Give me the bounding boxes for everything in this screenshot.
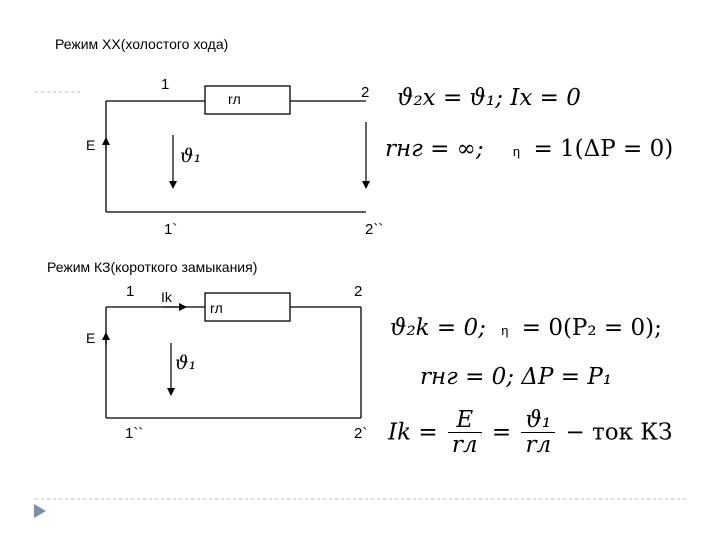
short-current-label: Ik xyxy=(161,289,172,305)
short-voltage-label: ϑ₁ xyxy=(175,352,197,374)
short-fraction-1 xyxy=(448,408,482,457)
short-node-2: 2 xyxy=(354,283,363,300)
short-formula-1-right: = 0(P₂ = 0); xyxy=(521,315,662,341)
short-equals: = xyxy=(491,419,512,446)
noload-eta-symbol: η xyxy=(512,144,521,159)
short-fraction-2-den: rл xyxy=(525,432,552,458)
short-fraction-1-num: E xyxy=(448,408,482,433)
noload-node-2p: 2`` xyxy=(365,221,384,238)
noload-voltage-label: ϑ₁ xyxy=(180,145,202,167)
next-slide-arrow-icon[interactable] xyxy=(33,503,47,519)
noload-source-label: E xyxy=(86,137,96,153)
short-ik-label: Ik = xyxy=(388,419,438,446)
noload-resistor xyxy=(205,86,290,114)
short-resistor-label: rл xyxy=(210,300,223,316)
short-circuit xyxy=(106,293,361,418)
noload-formula-2 xyxy=(385,136,673,162)
short-fraction-2-num: ϑ₁ xyxy=(521,408,555,433)
short-formula-2: rнг = 0; ΔP = P₁ xyxy=(420,364,613,390)
noload-formula-2-right: = 1(ΔP = 0) xyxy=(533,136,674,162)
noload-formula-1: ϑ₂x = ϑ₁; Ix = 0 xyxy=(397,85,581,111)
noload-node-1: 1 xyxy=(161,76,170,93)
noload-resistor-label: rл xyxy=(228,91,241,107)
short-source-label: E xyxy=(86,330,96,346)
short-formula-1 xyxy=(390,315,662,341)
short-eta-symbol: η xyxy=(501,323,509,338)
short-fraction-1-den: rл xyxy=(451,432,478,458)
noload-node-1p: 1` xyxy=(164,221,178,238)
short-node-2p: 2` xyxy=(354,425,368,442)
noload-title: Режим ХХ(холостого хода) xyxy=(55,36,229,52)
noload-formula-2-left: rнг = ∞; xyxy=(385,136,484,162)
short-formula-tail: − ток КЗ xyxy=(565,419,673,446)
noload-node-2: 2 xyxy=(361,84,370,101)
short-fraction-2 xyxy=(521,408,555,457)
short-formula-3 xyxy=(388,408,672,457)
short-formula-1-left: ϑ₂k = 0; xyxy=(390,315,486,341)
short-node-1p: 1`` xyxy=(125,425,144,442)
short-node-1: 1 xyxy=(126,283,135,300)
short-title: Режим КЗ(короткого замыкания) xyxy=(47,259,258,275)
